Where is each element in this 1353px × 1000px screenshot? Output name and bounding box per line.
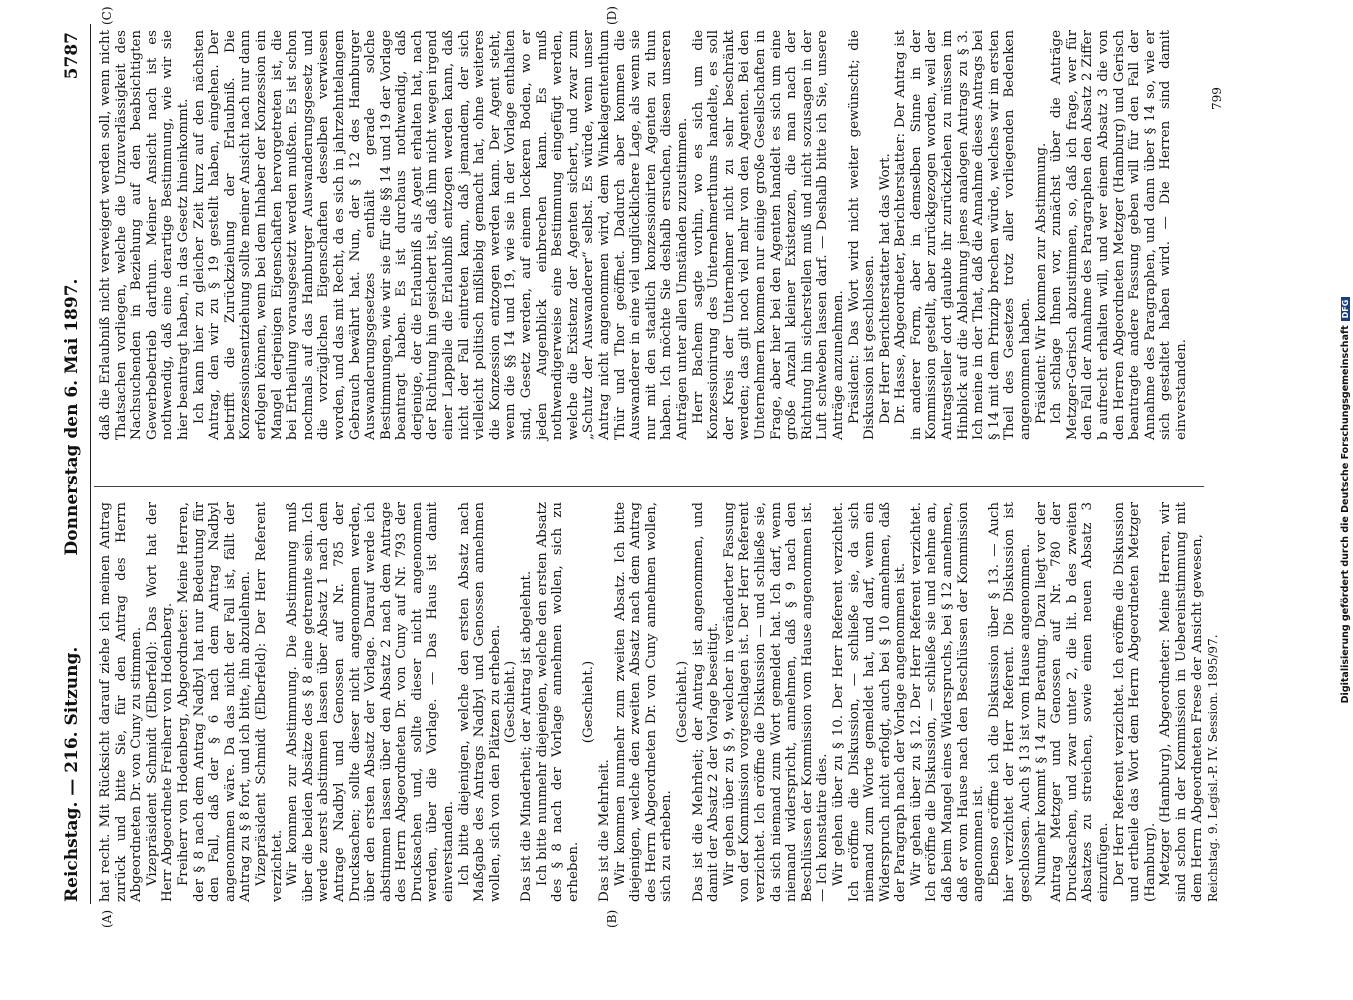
page-header — [62, 32, 92, 902]
header-left: Reichstag. — 216. Sitzung. — [62, 646, 82, 902]
paragraph: Ich kann hier zu gleicher Zeit kurz auf den nächsten Antrag, den wir zu § 19 gestellt haben, eingehen. Der betrifft die Zurückziehung der Erlaubniß. Die Konzessionsentziehung sollte meiner Ansicht nach nur dann erfolgen können, wenn bei dem Inhaber der Konzession ein Mangel derjenigen Eigenschaften hervorgetreten ist, die bei Ertheilung vorausgesetzt werden mußten. Es ist schon nochmals auf das Hamburger Auswanderungsgesetz und die vorzüglichen Eigenschaften desselben verwiesen worden, und das mit Recht, da es sich in jahrzehntelangem Gebrauch bewährt hat. Nun, der § 12 des Hamburger Auswanderungsgesetzes enthält gerade solche Bestimmungen, wie wir sie für die §§ 14 und 19 der Vorlage beantragt haben. Es ist durchaus nothwendig, daß derjenige, der die Erlaubniß als Agent erhalten hat, nach der Richtung hin gesichert ist, daß ihm nicht wegen irgend einer Lappalie die Erlaubniß entzogen werden kann, daß nicht der Fall eintreten kann, daß jemandem, der sich vielleicht politisch mißliebig gemacht hat, ohne weiteres die Konzession entzogen werden kann. Der Agent steht, wenn die §§ 14 und 19, wie sie in der Vorlage enthalten sind, Gesetz werden, auf einem lockeren Boden, wo er jeden Augenblick einbrechen kann. Es muß nothwendigerweise eine Bestimmung eingefügt werden, welche die Existenz der Agenten sichert, und zwar zum „Schutz der Auswanderer“ selbst. Es würde, wenn unser Antrag nicht angenommen wird, dem Winkelagententhum Thür und Thor geöffnet. Dadurch aber kommen die Auswanderer in eine viel unglücklichere Lage, als wenn sie nur mit den staatlich konzessionirten Agenten zu thun haben. Ich möchte Sie deshalb ersuchen, diesen unseren Anträgen unter allen Umständen zuzustimmen. — [191, 30, 690, 440]
margin-b: (B) — [605, 909, 619, 928]
paragraph: Nunmehr kommt § 14 zur Beratung. Dazu liegt vor der Antrag Metzger und Genossen auf Nr. 780 der Drucksachen, und zwar unter 2, die lit. b des zweiten Absatzes zu streichen, sowie einen neuen Absatz 3 einzufügen. — [1033, 502, 1111, 902]
page-number: 5787 — [62, 32, 82, 80]
header-date: Donnerstag den 6. Mai 1897. — [62, 278, 82, 556]
paragraph: Freiherr von Hodenberg, Abgeordneter: Meine Herren, der § 8 nach dem Antrag Nadbyl hat nur Bedeutung für den Fall, daß der § 6 nach dem Antrag Nadbyl angenommen wäre. Da das nicht der Fall ist, fällt der Antrag zu § 8 fort, und ich bitte, ihn abzulehnen. — [175, 502, 254, 902]
margin-c: (C) — [100, 6, 114, 25]
page-mark: 799 — [1210, 87, 1224, 110]
paragraph: hat recht. Mit Rücksicht darauf ziehe ich meinen Antrag zurück und bitte Sie, für den Antrag des Herrn Abgeordneten Dr. von Cuny zu stimmen. — [98, 502, 145, 902]
paragraph: Herr Bachem sagte vorhin, wo es sich um die Konzessionirung des Unternehmerthums handelte, es soll der Kreis der Unternehmer nicht zu sehr beschränkt werden; das gilt noch viel mehr von den Agenten. Bei den Unternehmern kommen nur einige große Gesellschaften in Frage, aber hier bei den Agenten handelt es sich um eine große Anzahl kleiner Existenzen, die man nach der Richtung hin sicherstellen muß und nicht sozusagen in der Luft schweben lassen darf. — Deshalb bitte ich Sie, unsere Anträge anzunehmen. — [690, 30, 846, 440]
page-footer: Reichstag. 9. Legisl.-P. IV. Session. 1895/97. — [1206, 634, 1220, 902]
paragraph: (Geschieht.) — [503, 660, 519, 744]
paragraph: Wir gehen über zu § 12. Der Herr Referent verzichtet. Ich eröffne die Diskussion, — schließe sie und nehme an, daß beim Mangel eines Widerspruchs, bei § 12 annehmen, daß er vom Hause nach den Beschlüssen der Kommission angenommen ist. — [908, 502, 987, 902]
digitization-text: Digitalisierung gefördert durch die Deutsche Forschungsgemeinschaft — [1340, 325, 1351, 704]
dfg-logo: DFG — [1341, 297, 1350, 322]
margin-a: (A) — [100, 909, 114, 928]
right-column — [98, 30, 1190, 440]
paragraph: daß die Erlaubniß nicht verweigert werden soll, wenn nicht Thatsachen vorliegen, welche die Unzuverlässigkeit des Nachsuchenden in Beziehung auf den beabsichtigten Gewerbebetrieb darthun. Meiner Ansicht nach ist es nothwendig, daß eine derartige Bestimmung, wie wir sie hier beantragt haben, in das Gesetz hineinkommt. — [98, 30, 191, 440]
column-divider — [94, 486, 1204, 487]
digitization-note — [1340, 0, 1353, 1000]
paragraph: Vizepräsident Schmidt (Elberfeld): Der Herr Referent verzichtet. — [253, 502, 285, 902]
paragraph: (Geschieht.) — [674, 660, 690, 744]
paragraph: Wir gehen über zu § 10. Der Herr Referent verzichtet. Ich eröffne die Diskussion, — schließe sie, da sich niemand zum Worte gemeldet hat, und darf, wenn ein Widerspruch nicht erfolgt, auch bei § 10 annehmen, daß der Paragraph nach der Vorlage angenommen ist. — [830, 502, 909, 902]
paragraph: Wir kommen zur Abstimmung. Die Abstimmung muß über die beiden Absätze des § 8 eine getrennte sein. Ich werde zuerst abstimmen lassen über Absatz 1 nach dem Antrage Nadbyl und Genossen auf Nr. 785 der Drucksachen; sollte dieser nicht angenommen werden, über den ersten Absatz der Vorlage. Darauf werde ich abstimmen lassen über den Absatz 2 nach dem Antrage des Herrn Abgeordneten Dr. von Cuny auf Nr. 793 der Drucksachen und, sollte dieser nicht angenommen werden, über die Vorlage. — Das Haus ist damit einverstanden. — [285, 502, 457, 902]
paragraph: Das ist die Mehrheit. — [597, 759, 612, 902]
paragraph: Das ist die Minderheit; der Antrag ist abgelehnt. — [519, 570, 535, 902]
paragraph: Präsident: Wir kommen zur Abstimmung. — [1033, 142, 1049, 424]
paragraph: Ich bitte diejenigen, welche den ersten Absatz nach Maßgabe des Antrags Nadbyl und Genossen annehmen wollen, sich von den Plätzen zu erheben. — [456, 502, 503, 902]
paragraph: Vizepräsident Schmidt (Elberfeld): Das Wort hat der Herr Abgeordnete Freiherr von Hodenberg. — [144, 502, 176, 902]
paragraph: Ich bitte nunmehr diejenigen, welche den ersten Absatz des § 8 nach der Vorlage annehmen wollen, sich zu erheben. — [534, 502, 581, 902]
paragraph: Ebenso eröffne ich die Diskussion über § 13. — Auch hier verzichtet der Herr Referent. Die Diskussion ist geschlossen. Auch § 13 ist vom Hause angenommen. — [986, 502, 1034, 902]
paragraph: (Geschieht.) — [581, 660, 597, 744]
paragraph: Präsident: Das Wort wird nicht weiter gewünscht; die Diskussion ist geschlossen. — [846, 30, 878, 440]
margin-d: (D) — [605, 6, 619, 25]
paragraph: Metzger (Hamburg), Abgeordneter: Meine Herren, wir sind schon in der Kommission in Uebereinstimmung mit dem Herrn Abgeordneten Frese der Ansicht gewesen, — [1158, 502, 1205, 902]
paragraph: Dr. Hasse, Abgeordneter, Berichterstatter: Der Antrag ist in anderer Form, aber in demselben Sinne in der Kommission gestellt, aber zurückgezogen worden, weil der Antragsteller dort glaubte ihr zurückziehen zu müssen im Hinblick auf die Ablehnung jenes analogen Antrags zu § 3. Ich meine in der That, daß die Annahme dieses Antrags bei § 14 mit dem Prinzip brechen würde, welches wir im ersten Theil des Gesetzes trotz aller vorliegenden Bedenken angenommen haben. — [893, 30, 1034, 440]
paragraph: Der Herr Referent verzichtet. Ich eröffne die Diskussion und ertheile das Wort dem Herrn Abgeordneten Metzger (Hamburg). — [1111, 502, 1158, 902]
paragraph: Wir kommen nunmehr zum zweiten Absatz. Ich bitte diejenigen, welche den zweiten Absatz nach dem Antrag des Herrn Abgeordneten Dr. von Cuny annehmen wollen, sich zu erheben. — [612, 502, 675, 902]
header-rule — [90, 24, 91, 904]
paragraph: Wir gehen über zu § 9, welcher in veränderter Fassung von der Kommission vorgeschlagen ist. Der Herr Referent verzichtet. Ich eröffne die Diskussion — und schließe sie, da sich niemand zum Wort gemeldet hat. Ich darf, wenn niemand widerspricht, annehmen, daß § 9 nach den Beschlüssen der Kommission vom Hause angenommen ist. — Ich konstatire dies. — [721, 502, 831, 902]
left-column — [98, 502, 1205, 902]
paragraph: Der Herr Berichterstatter hat das Wort. — [877, 153, 893, 424]
paragraph: Das ist die Mehrheit; der Antrag ist angenommen, und damit der Absatz 2 der Vorlage beseitigt. — [690, 502, 722, 902]
paragraph: Ich schlage Ihnen vor, zunächst über die Anträge Metzger-Gerisch abzustimmen, so, daß ich frage, wer für den Fall der Annahme des Paragraphen den Absatz 2 Ziffer b aufrecht erhalten will, und wer einem Absatz 3 die von den Herren Abgeordneten Metzger (Hamburg) und Gerisch beantragte andere Fassung geben will für den Fall der Annahme des Paragraphen, und dann über § 14 so, wie er sich gestaltet haben wird. — Die Herren sind damit einverstanden. — [1049, 30, 1189, 440]
